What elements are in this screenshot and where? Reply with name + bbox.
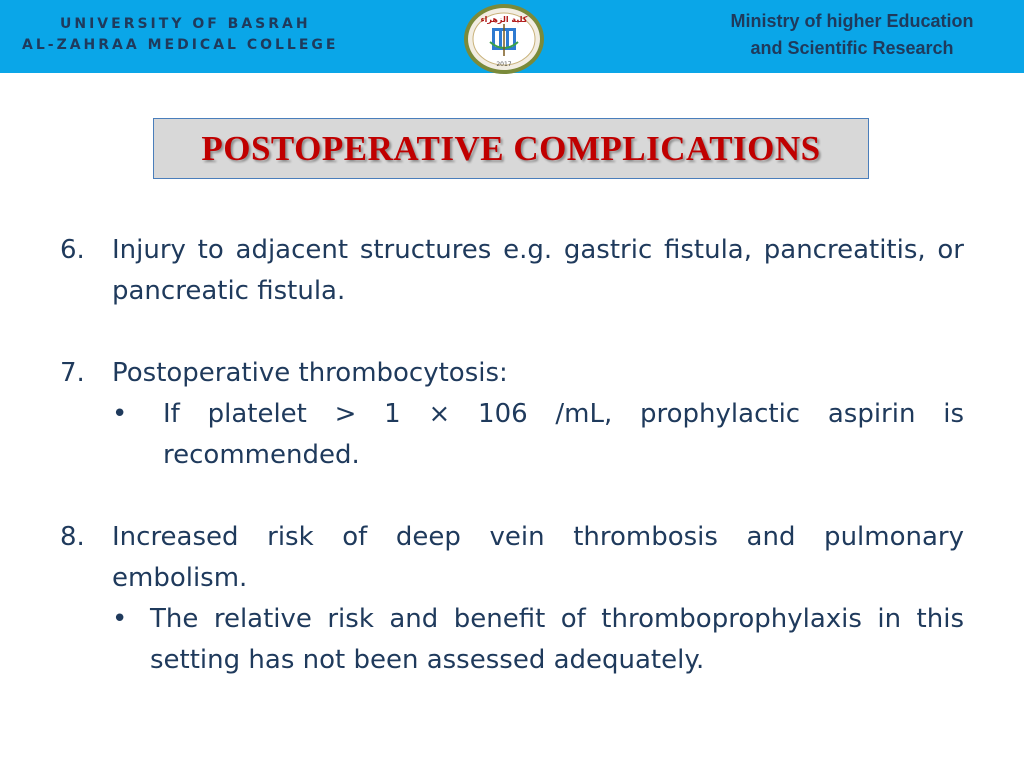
list-item	[60, 230, 964, 312]
item-text: Postoperative thrombocytosis:	[112, 358, 508, 388]
university-line-1: UNIVERSITY OF BASRAH	[60, 16, 311, 32]
item-text: Injury to adjacent structures e.g. gastric fistula, pancreatitis, or pancreatic fistula.	[112, 235, 964, 306]
ministry-line-1: Ministry of higher Education	[730, 11, 974, 31]
university-name	[22, 14, 338, 56]
list-item	[60, 353, 964, 476]
sub-item-text: If platelet > 1 × 106 /mL, prophylactic aspirin is recommended.	[163, 399, 964, 470]
sub-item	[112, 599, 964, 681]
college-seal-icon	[460, 2, 548, 76]
logo-arabic-text: كلية الزهراء	[480, 15, 528, 24]
item-body	[112, 517, 964, 681]
item-body	[112, 353, 964, 476]
item-text: Increased risk of deep vein thrombosis and pulmonary embolism.	[112, 522, 964, 593]
item-number: 7.	[60, 358, 85, 388]
ministry-name	[702, 8, 1002, 62]
bullet-icon: •	[112, 604, 128, 634]
list-item	[60, 517, 964, 681]
bullet-icon: •	[112, 399, 128, 429]
item-number: 6.	[60, 235, 85, 265]
slide-content	[60, 230, 964, 681]
item-number: 8.	[60, 522, 85, 552]
university-line-2: AL-ZAHRAA MEDICAL COLLEGE	[22, 37, 339, 53]
logo-year: 2017	[496, 61, 512, 68]
title-box	[153, 118, 869, 179]
sub-item	[112, 394, 964, 476]
spacer	[60, 476, 964, 517]
slide-title: POSTOPERATIVE COMPLICATIONS	[201, 128, 821, 168]
header-bar	[0, 0, 1024, 73]
spacer	[60, 312, 964, 353]
sub-item-text: The relative risk and benefit of thromboprophylaxis in this setting has not been assessed adequately.	[150, 604, 964, 675]
ministry-line-2: and Scientific Research	[750, 38, 954, 58]
